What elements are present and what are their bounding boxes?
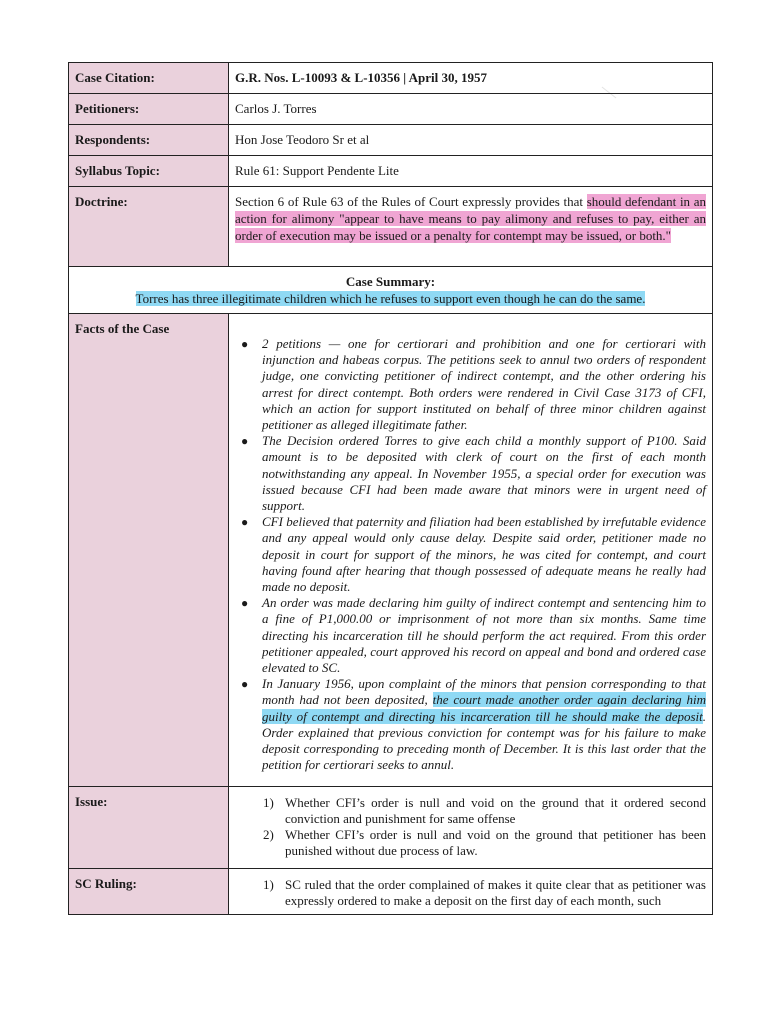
case-summary-cell [69,267,713,314]
respondents-value: Hon Jose Teodoro Sr et al [229,125,713,156]
facts-highlighted-text: the court made another order again declaring him guilty of contempt and directing his incarceration till he should make the deposit [262,692,706,724]
sc-ruling-list [235,877,706,909]
sc-ruling-item-1: 1) SC ruled that the order complained of makes it quite clear that as petitioner was expressly ordered to make a deposit on the first day of each month, such [263,877,706,908]
issue-list [235,795,706,859]
facts-item-2: ● The Decision ordered Torres to give each child a monthly support of P100. Said amount is to be deposited with clerk of court on the first of each month notwithstanding any appeal. In November 1955, a special order for execution was issued because CFI had been made aware that minors were in urgent need of support. [241,433,706,514]
row-respondents [69,125,713,156]
sc-ruling-value [229,869,713,915]
issue-value [229,787,713,869]
case-digest-table [68,62,713,915]
facts-item-4: ● An order was made declaring him guilty of indirect contempt and sentencing him to a fine of P1,000.00 or imprisonment of not more than six months. Same time directing his incarceration till he should perform the act required. From this order petitioner appealed, court approved his record on appeal and bond and ordered case elevated to SC. [241,595,706,676]
issue-label: Issue: [69,787,229,869]
facts-item-1: ● 2 petitions — one for certiorari and prohibition and one for certiorari with injunction and habeas corpus. The petitions seek to annul two orders of respondent judge, one convicting petitioner of indirect contempt, and the other ordering his arrest for direct contempt. Both orders were rendered in Civil Case 3173 of CFI, which an action for support instituted on behalf of three minor children against petitioner as alleged illegitimate father. [241,336,706,433]
facts-item-3: ● CFI believed that paternity and filiation had been established by irrefutable evidence and any appeal would only cause delay. Despite said order, petitioner made no deposit in court for support of the minors, he was cited for contempt, and court having found after hearing that though possessed of adequate means he really had made no deposit. [241,514,706,595]
facts-label: Facts of the Case [69,314,229,787]
row-case-summary [69,267,713,314]
doctrine-highlighted-text: should defendant in an action for alimony "appear to have means to pay alimony and refuses to pay, either an order of execution may be issued or a penalty for contempt may be issued, or both." [235,194,706,243]
case-summary-title: Case Summary: [345,274,436,289]
facts-value [229,314,713,787]
issue-item-2: 2) Whether CFI’s order is null and void on the ground that petitioner has been punished without due process of law. [263,827,706,858]
case-summary-text: Torres has three illegitimate children which he refuses to support even though he can do the same. [135,291,646,306]
petitioners-label: Petitioners: [69,94,229,125]
petitioners-value: Carlos J. Torres [229,94,713,125]
case-citation-value: G.R. Nos. L-10093 & L-10356 | April 30, 1957 [229,63,713,94]
row-issue [69,787,713,869]
doctrine-value [229,187,713,267]
sc-ruling-label: SC Ruling: [69,869,229,915]
row-case-citation [69,63,713,94]
doctrine-text: Section 6 of Rule 63 of the Rules of Court expressly provides that [235,194,587,209]
facts-item-5: ● In January 1956, upon complaint of the minors that pension corresponding to that month had not been deposited, the court made another order again declaring him guilty of contempt and directing his incarceration till he should make the deposit. Order explained that previous conviction for contempt was for his failure to make deposit corresponding to preceding month of December. It is this last order that the petition for certiorari seeks to annul. [241,676,706,773]
issue-item-1: 1) Whether CFI’s order is null and void on the ground that it ordered second conviction and punishment for same offense [263,795,706,826]
syllabus-topic-value: Rule 61: Support Pendente Lite [229,156,713,187]
facts-list [235,336,706,773]
doctrine-label: Doctrine: [69,187,229,267]
syllabus-topic-label: Syllabus Topic: [69,156,229,187]
row-sc-ruling [69,869,713,915]
respondents-label: Respondents: [69,125,229,156]
row-syllabus-topic [69,156,713,187]
row-facts [69,314,713,787]
case-citation-label: Case Citation: [69,63,229,94]
row-petitioners [69,94,713,125]
row-doctrine [69,187,713,267]
